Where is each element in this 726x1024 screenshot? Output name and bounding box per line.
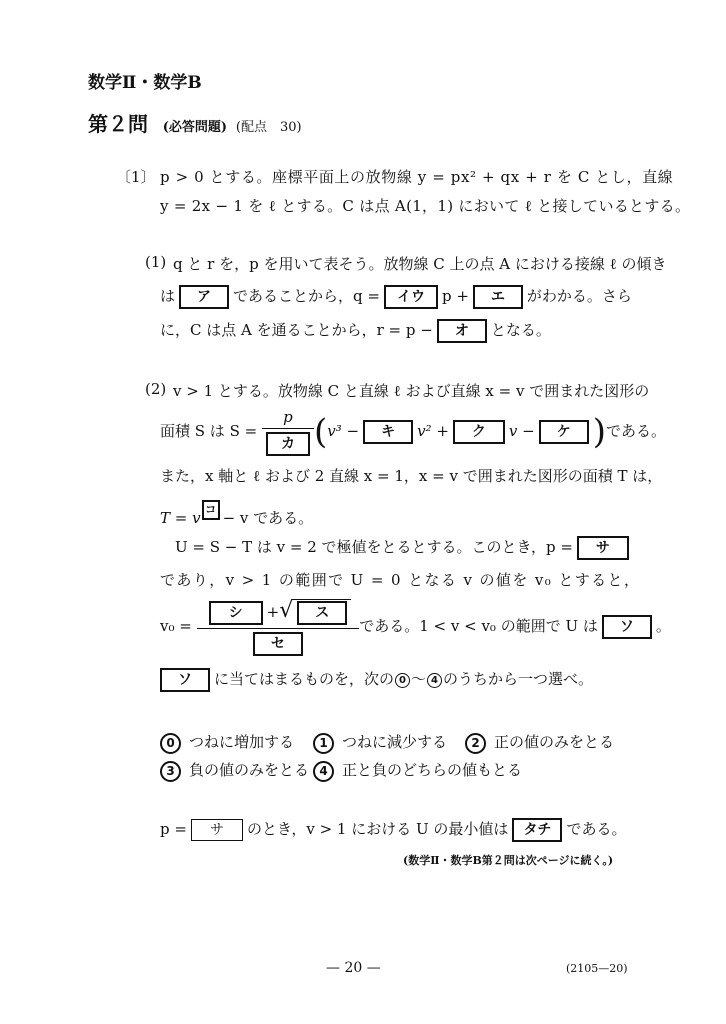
t-end: − v である。 [222,509,314,527]
sub1-l2d: がわかる。さら [526,287,632,305]
v3-term: v³ − [327,422,360,440]
sub1-l3a: に，C は点 A を通ることから，r = p − [160,321,433,339]
choose-tilde: 〜 [411,670,427,688]
right-paren: ) [592,412,606,452]
left-paren: ( [313,412,328,452]
part1-line1: p > 0 とする。座標平面上の放物線 y = px² + qx + r を C とし，直線 [160,168,674,186]
option-2-text: 正の値のみをとる [494,733,615,751]
sub1-line2 [160,285,632,309]
u-text: U = S − T は v = 2 で極値をとるとする。このとき，p = [175,538,573,556]
option-4-number: 4 [313,761,334,782]
sub1-number: (1) [145,253,167,271]
option-4-text: 正と負のどちらの値もとる [342,761,523,779]
v2-term: v² + [417,422,449,440]
subject-heading: 数学Ⅱ・数学B [88,73,202,93]
answer-box-ku: ク [453,420,505,444]
option-2-number: 2 [465,733,486,754]
sqrt-sign: √ [279,598,294,623]
option-0-number: 0 [160,733,181,754]
sub1-l3b: となる。 [490,321,551,339]
sub2-number: (2) [145,380,167,398]
sub1-l2a: は [160,287,176,305]
v0-text: である。1 < v < v₀ の範囲で U は [359,617,598,635]
t-label: T = v [160,509,201,527]
part1-line2: y = 2x − 1 を ℓ とする。C は点 A(1，1) において ℓ と接しているとする。 [160,197,691,215]
option-3-number: 3 [160,761,181,782]
continue-note: (数学Ⅱ・数学B第２問は次ページに続く。) [403,854,614,867]
option-3-text: 負の値のみをとる [189,761,310,779]
final-a: p = [160,820,187,838]
answer-box-sa-ref: サ [191,819,243,841]
option-4 [313,759,522,782]
option-1-text: つねに減少する [342,733,448,751]
choose-end: のうちから一つ選べ。 [443,670,594,688]
v0-fraction [197,598,360,656]
choose-line [160,668,593,692]
answer-box-a: ア [179,285,229,309]
sub1-line1: q と r を，p を用いて表そう。放物線 C 上の点 A における接線 ℓ の傾き [173,255,667,273]
v0-end: 。 [655,617,671,635]
sub2-line6: であり，v > 1 の範囲で U = 0 となる v の値を v₀ とすると， [160,571,641,589]
question-heading [88,108,302,137]
answer-box-ka: カ [266,432,310,456]
answer-box-ko: コ [202,500,220,520]
option-1 [313,731,447,754]
answer-box-tachi: タチ [512,818,562,842]
answer-box-so-ref: ソ [160,668,210,692]
answer-box-ki: キ [363,420,413,444]
sub1-line3 [160,319,551,343]
option-3 [160,759,309,782]
answer-box-shi: シ [209,601,263,625]
area-s-line [160,408,666,456]
sub2-line3: また，x 軸と ℓ および 2 直線 x = 1，x = v で囲まれた図形の面積 T は， [160,467,663,485]
t-line [160,500,313,528]
points-note: (配点 30) [235,120,302,135]
u-line [175,536,633,560]
sub1-l2c: p + [441,287,469,305]
answer-box-so: ソ [602,615,652,639]
answer-box-ke: ケ [539,420,589,444]
answer-box-e: エ [473,285,523,309]
option-0-mark: 0 [395,673,410,688]
choose-text: に当てはまるものを，次の [214,670,395,688]
area-end: である。 [605,422,666,440]
option-0-text: つねに増加する [189,733,295,751]
v0-label: v₀ = [160,617,192,635]
page-code: (2105—20) [566,962,628,975]
sub1-l2b: であることから，q = [233,287,380,305]
v0-numerator [197,598,360,629]
answer-box-su: ス [297,601,347,625]
area-s-label: 面積 S は S = [160,422,258,440]
final-line [160,818,626,842]
option-2 [465,731,614,754]
final-c: である。 [566,820,627,838]
sub2-line1: v > 1 とする。放物線 C と直線 ℓ および直線 x = v で囲まれた図形の [173,382,650,400]
page-number: — 20 — [326,960,381,976]
answer-box-sa: サ [577,536,629,560]
question-title: 第２問 [88,112,148,136]
area-fraction [262,408,314,456]
fraction-numerator: p [262,408,314,429]
answer-box-se: セ [253,632,303,656]
option-0 [160,731,294,754]
option-4-mark: 4 [427,673,442,688]
part1-number: 〔1〕 [116,168,156,186]
v0-plus: + [266,603,280,621]
option-1-number: 1 [313,733,334,754]
answer-box-iu: イウ [384,285,438,309]
answer-box-o: オ [437,319,487,343]
v1-term: v − [508,422,535,440]
sqrt-bar [293,599,351,625]
final-b: のとき，v > 1 における U の最小値は [246,820,509,838]
required-note: (必答問題) [162,120,228,135]
v0-line [160,598,671,656]
